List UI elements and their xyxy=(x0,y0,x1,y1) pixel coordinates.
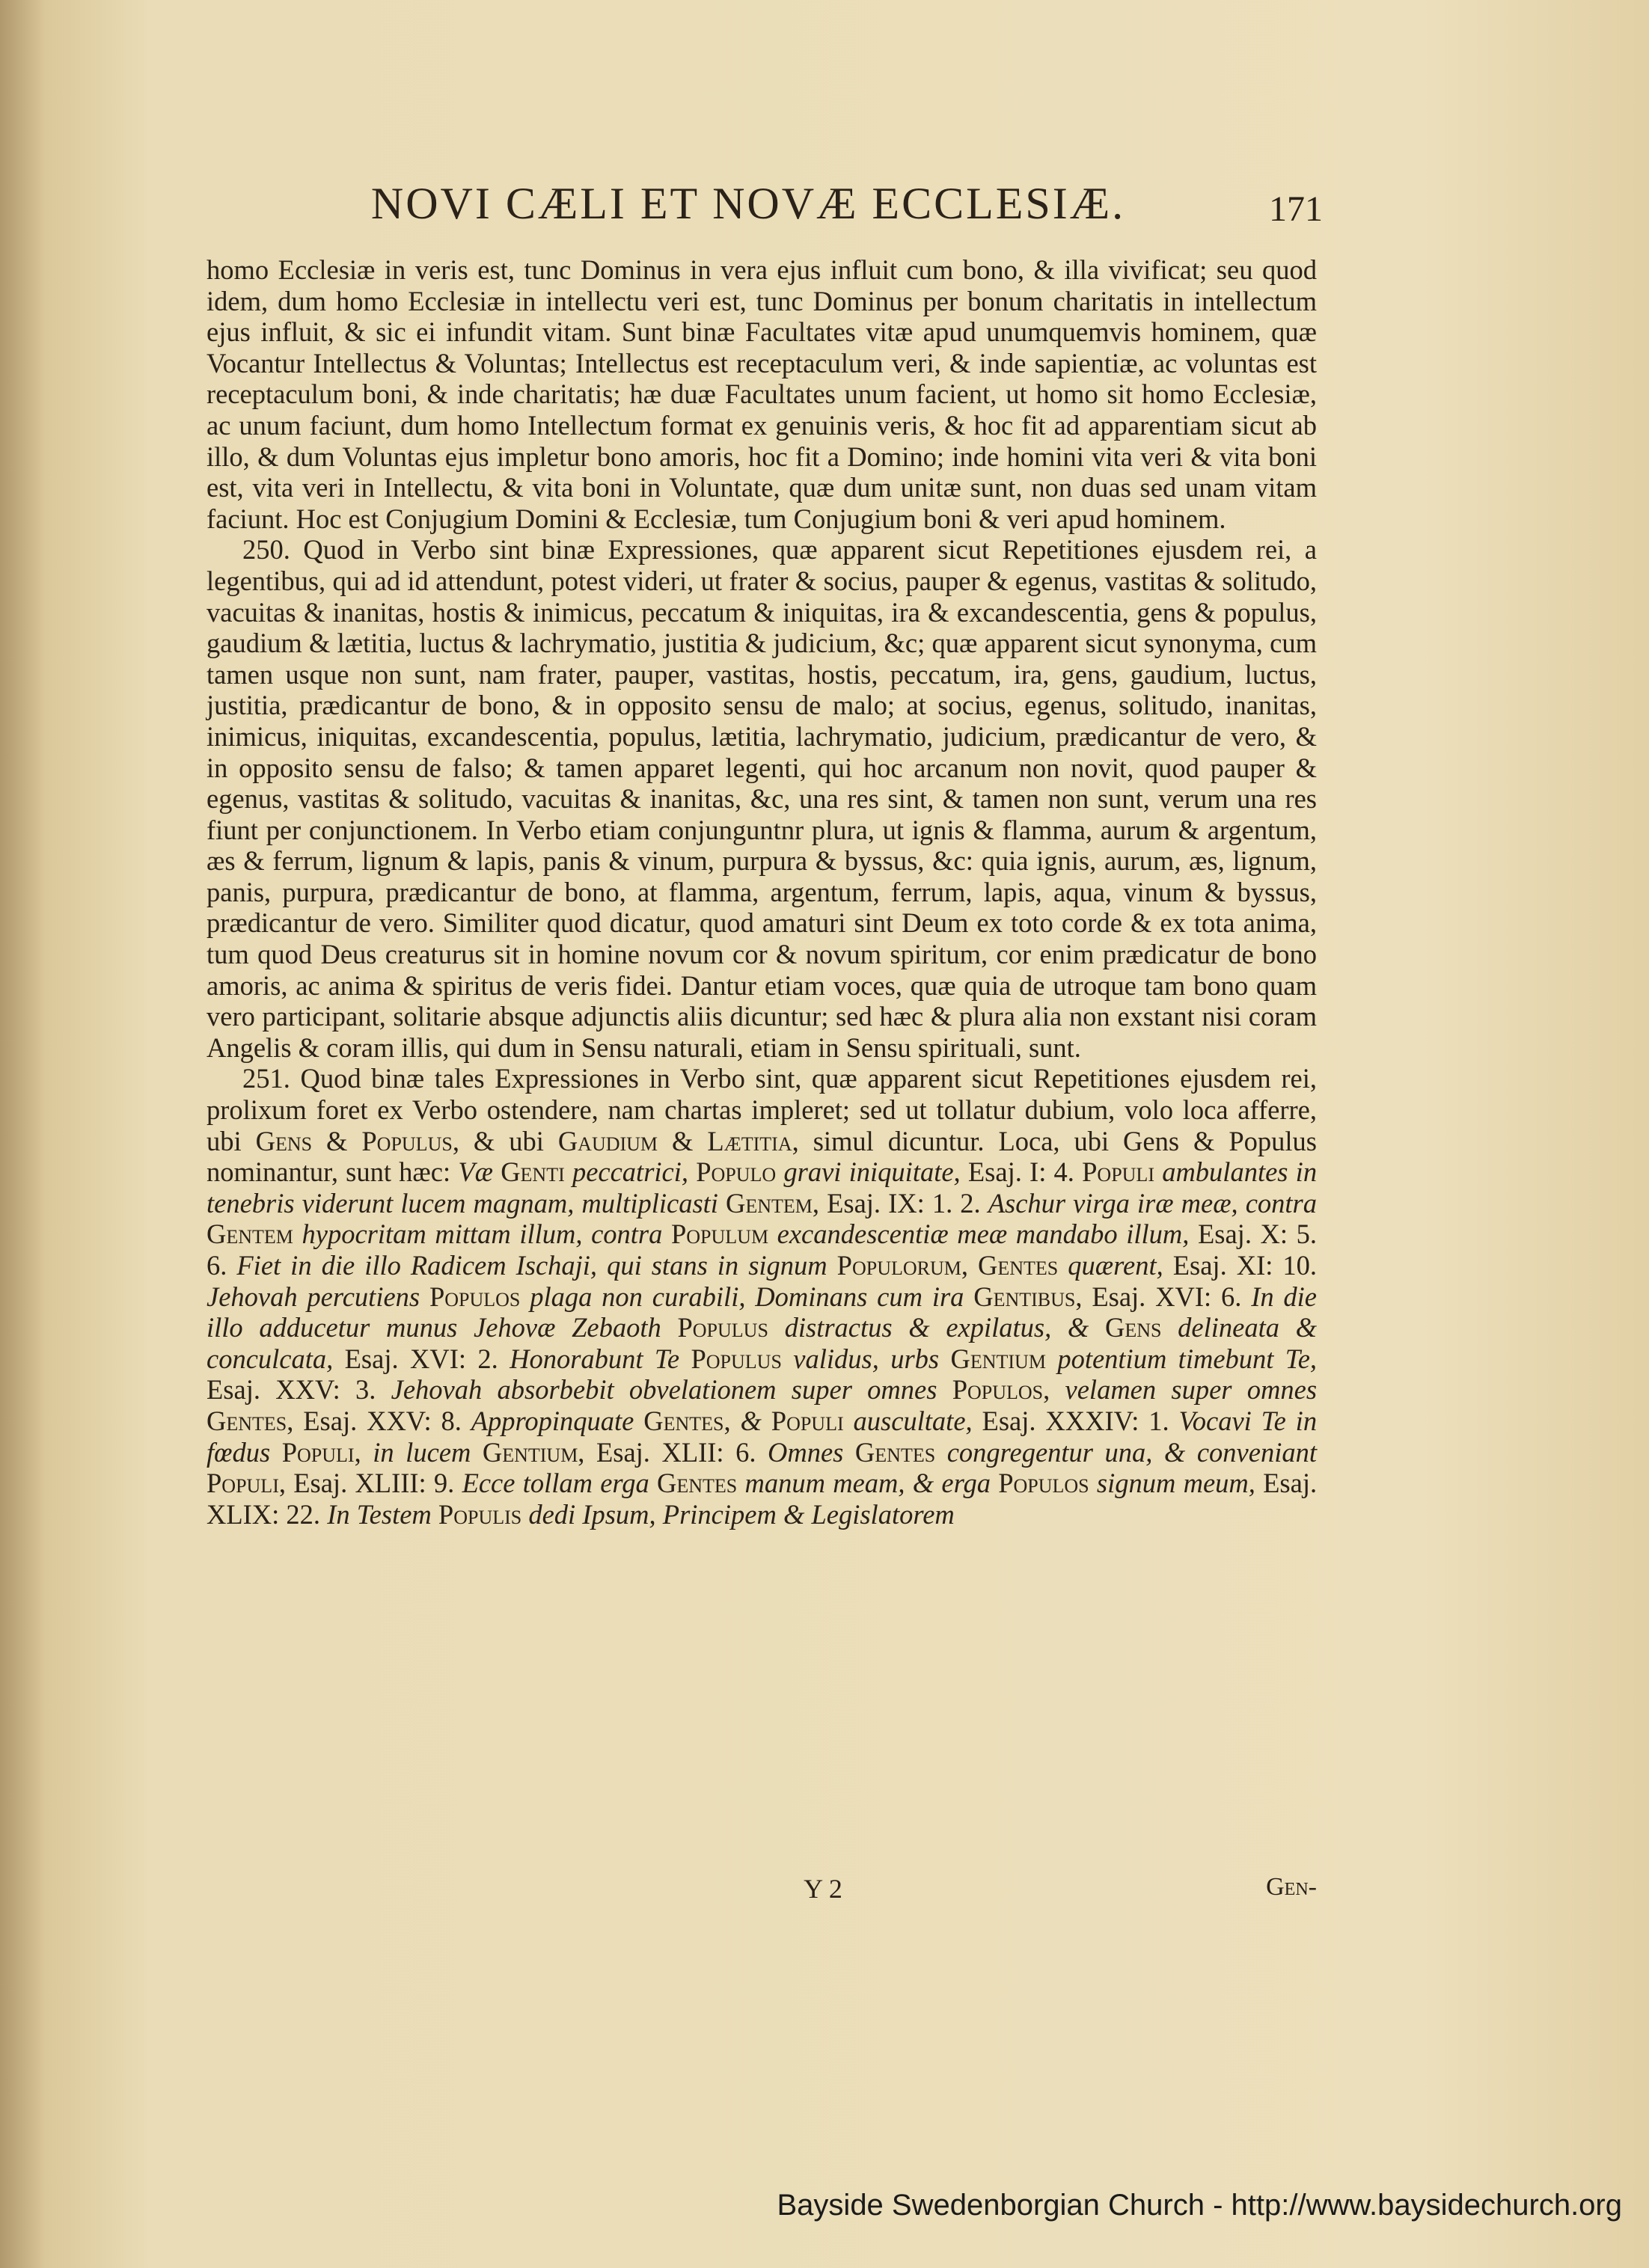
term: Gentem xyxy=(206,1219,293,1250)
scripture-reference: Esaj. I: 4. xyxy=(967,1156,1074,1188)
quote: Ecce tollam erga xyxy=(462,1468,649,1499)
quote: Honorabunt Te xyxy=(510,1343,680,1374)
term: Populum xyxy=(670,1219,769,1250)
term-populus: Populus xyxy=(361,1125,453,1156)
term: Populos xyxy=(429,1281,521,1312)
scripture-reference: Esaj. X: 5. 6. xyxy=(206,1219,1318,1281)
term-gaudium: Gaudium xyxy=(557,1125,658,1156)
term: Gentes xyxy=(978,1250,1059,1281)
term: Gentium, xyxy=(482,1436,585,1468)
scripture-reference: Esaj. XXXIV: 1. xyxy=(982,1405,1169,1436)
quote: Omnes xyxy=(768,1436,844,1468)
term: Gentem, xyxy=(726,1187,820,1219)
scripture-reference: Esaj. XLII: 6. xyxy=(596,1436,756,1468)
quote: in lucem xyxy=(373,1436,471,1468)
term: Populi xyxy=(771,1405,844,1436)
signature-mark: Y 2 xyxy=(804,1874,842,1904)
body-text xyxy=(206,254,1317,1530)
term: Gentes, xyxy=(206,1405,294,1436)
page-number: 171 xyxy=(1269,189,1323,229)
term-laetitia: Lætitia xyxy=(707,1125,792,1156)
quote: Jehovah absorbebit obvelationem super omnes xyxy=(391,1374,937,1406)
term: Gentibus, xyxy=(973,1281,1083,1312)
term: Gentes xyxy=(657,1468,738,1499)
quote: gravi iniquitate, xyxy=(783,1156,961,1188)
scripture-reference: Esaj. XLIX: 22. xyxy=(206,1468,1318,1530)
term: Populorum, xyxy=(836,1250,969,1281)
catchword: Gen- xyxy=(1266,1873,1317,1901)
quote: delineata & conculcata, xyxy=(206,1312,1318,1374)
quote: signum meum, xyxy=(1096,1468,1255,1499)
scripture-reference: Esaj. XXV: 3. xyxy=(206,1374,376,1406)
running-title: NOVI CÆLI ET NOVÆ ECCLESIÆ. xyxy=(370,179,1126,228)
term: Populo xyxy=(696,1156,777,1188)
quote: potentium timebunt Te, xyxy=(1057,1343,1318,1374)
quote: Aschur virga iræ meæ, contra xyxy=(988,1187,1318,1219)
quote: Fiet in die illo Radicem Ischaji, qui stans in signum xyxy=(236,1250,827,1281)
scripture-reference: Esaj. XXV: 8. xyxy=(303,1405,462,1436)
term: Populi xyxy=(1082,1156,1154,1188)
scripture-reference: Esaj. XI: 10. xyxy=(1172,1250,1318,1281)
term: Gens xyxy=(1104,1312,1162,1343)
quote: excandescentiæ meæ mandabo illum, xyxy=(777,1219,1190,1250)
quote: peccatrici, xyxy=(572,1156,689,1188)
quote: Væ xyxy=(458,1156,493,1188)
term: Populi, xyxy=(281,1436,361,1468)
quote: velamen super omnes xyxy=(1065,1374,1318,1406)
quote: Jehovah percutiens xyxy=(206,1281,420,1312)
term: Populis xyxy=(438,1498,522,1530)
quote: Appropinquate xyxy=(471,1405,634,1436)
p251-mid: , simul dicuntur. Loca, ubi Gens & Populus nominantur, sunt hæc: xyxy=(206,1125,1317,1188)
term: Populos, xyxy=(952,1374,1050,1406)
quote: congregentur una, & conveniant xyxy=(946,1436,1317,1468)
term: Populus xyxy=(677,1312,768,1343)
quote: ambulantes in tenebris viderunt lucem magnam, multiplicasti xyxy=(206,1156,1318,1219)
term: Populi, xyxy=(206,1468,286,1499)
quote: & xyxy=(740,1405,762,1436)
quote: hypocritam mittam illum, contra xyxy=(302,1219,663,1250)
paragraph-251: 251. Quod binæ tales Expressiones in Verbo sint, quæ apparent sicut Repetitiones ejusdem rei, prolixum foret ex Verbo ostendere, nam chartas impleret; sed ut tollatur dubium, volo loca afferre, ubi Gens & Populus, & ubi Gaudium & Lætitia, simul dicuntur. Loca, ubi Gens & Populus nominantur, sunt hæc: Væ Genti peccatrici, Populo gravi iniquitate, Esaj. I: 4. Populi ambulantes in tenebris viderunt lucem magnam, multiplicasti Gentem, Esaj. IX: 1. 2. Aschur virga iræ meæ, contra Gentem hypocritam mittam illum, contra Populum excandescentiæ meæ mandabo illum, Esaj. X: 5. 6. Fiet in die illo Radicem Ischaji, qui stans in signum Populorum, Gentes quærent, Esaj. XI: 10. Jehovah percutiens Populos plaga non curabili, Dominans cum ira Gentibus, Esaj. XVI: 6. In die illo adducetur munus Jehovæ Zebaoth Populus distractus & expilatus, & Gens delineata & conculcata, Esaj. XVI: 2. Honorabunt Te Populus validus, urbs Gentium potentium timebunt Te, Esaj. XXV: 3. Jehovah absorbebit obvelationem super omnes Populos, velamen super omnes Gentes, Esaj. XXV: 8. Appropinquate Gentes, & Populi auscultate, Esaj. XXXIV: 1. Vocavi Te in fœdus Populi, in lucem Gentium, Esaj. XLII: 6. Omnes Gentes congregentur una, & conveniant Populi, Esaj. XLIII: 9. Ecce tollam erga Gentes manum meam, & erga Populos signum meum, Esaj. XLIX: 22. In Testem Populis dedi Ipsum, Principem & Legislatorem xyxy=(206,1063,1318,1530)
quote: validus, urbs xyxy=(793,1343,940,1374)
scripture-reference: Esaj. XVI: 2. xyxy=(344,1343,498,1374)
term: Gentium xyxy=(950,1343,1046,1374)
term: Genti xyxy=(501,1156,565,1188)
source-credit: Bayside Swedenborgian Church - http://www.baysidechurch.org xyxy=(777,2189,1622,2222)
paragraph-250: 250. Quod in Verbo sint binæ Expressiones, quæ apparent sicut Repetitiones ejusdem rei, a legentibus, qui ad id attendunt, potest videri, ut frater & socius, pauper & egenus, vastitas & solitudo, vacuitas & inanitas, hostis & inimicus, peccatum & iniquitas, ira & excandescentia, gens & populus, gaudium & lætitia, luctus & lachrymatio, justitia & judicium, &c; quæ apparent sicut synonyma, cum tamen usque non sunt, nam frater, pauper, vastitas, hostis, peccatum, ira, gens, gaudium, luctus, justitia, prædicantur de bono, & in opposito sensu de malo; at socius, egenus, solitudo, inanitas, inimicus, iniquitas, excandescentia, populus, lætitia, lachrymatio, judicium, prædicantur de vero, & in opposito sensu de falso; & tamen apparet legenti, qui hoc arcanum non novit, quod pauper & egenus, vastitas & solitudo, vacuitas & inanitas, &c, una res sint, & tamen non sunt, verum una res fiunt per conjunctionem. In Verbo etiam conjunguntnr plura, ut ignis & flamma, aurum & argentum, æs & ferrum, lignum & lapis, panis & vinum, purpura & byssus, &c: quia ignis, aurum, æs, lignum, panis, purpura, prædicantur de bono, at flamma, argentum, ferrum, lapis, aqua, vinum & byssus, prædicantur de vero. Similiter quod dicatur, quod amaturi sint Deum ex toto corde & ex tota anima, tum quod Deus creaturus sit in homine novum cor & novum spiritum, cor enim prædicatur de bono amoris, ac anima & spiritus de veris fidei. Dantur etiam voces, quæ quia de utroque tam bono quam vero participant, solitarie absque adjunctis aliis dicuntur; sed hæc & plura alia non exstant nisi coram Angelis & coram illis, qui dum in Sensu naturali, etiam in Sensu spirituali, sunt. xyxy=(206,534,1317,1063)
term: Populos xyxy=(998,1468,1089,1499)
p251-intro: 251. Quod binæ tales Expressiones in Verbo sint, quæ apparent sicut Repetitiones ejusdem rei, prolixum foret ex Verbo ostendere, nam chartas impleret; sed ut tollatur dubium, volo loca afferre, ubi xyxy=(206,1063,1317,1156)
scripture-reference: Esaj. XLIII: 9. xyxy=(293,1468,455,1499)
quote: distractus & expilatus, & xyxy=(784,1312,1089,1343)
quote: auscultate, xyxy=(853,1405,973,1436)
scripture-reference: Esaj. XVI: 6. xyxy=(1092,1281,1242,1312)
quote: manum meam, & erga xyxy=(744,1468,991,1499)
term: Gentes xyxy=(854,1436,936,1468)
page-gutter-shadow xyxy=(0,0,45,2268)
quote: In Testem xyxy=(327,1498,432,1530)
paragraph-continuation: homo Ecclesiæ in veris est, tunc Dominus in vera ejus influit cum bono, & illa vivificat; seu quod idem, dum homo Ecclesiæ in intellectu veri est, tunc Dominus per bonum charitatis in intellectum ejus influit, & sic ei infundit vitam. Sunt binæ Facultates vitæ apud unumquemvis hominem, quæ Vocantur Intellectus & Voluntas; Intellectus est receptaculum veri, & inde sapientiæ, ac voluntas est receptaculum boni, & inde charitatis; hæ duæ Facultates unum facient, ut homo sit homo Ecclesiæ, ac unum faciunt, dum homo Intellectum format ex genuinis veris, & hoc fit ad apparentiam sicut ab illo, & dum Voluntas ejus impletur bono amoris, hoc fit a Domino; inde homini vita veri & vita boni est, vita veri in Intellectu, & vita boni in Voluntate, quæ dum unitæ sunt, non duas sed unam vitam faciunt. Hoc est Conjugium Domini & Ecclesiæ, tum Conjugium boni & veri apud hominem. xyxy=(206,254,1317,534)
quote: Vocavi Te in fœdus xyxy=(206,1405,1318,1468)
term-gens: Gens xyxy=(255,1125,313,1156)
quote: plaga non curabili, Dominans cum ira xyxy=(530,1281,964,1312)
scripture-reference: Esaj. IX: 1. 2. xyxy=(827,1187,981,1219)
term: Populus xyxy=(691,1343,782,1374)
quote: In die illo adducetur munus Jehovæ Zebaoth xyxy=(206,1281,1318,1343)
quote: quærent, xyxy=(1068,1250,1163,1281)
term: Gentes, xyxy=(643,1405,731,1436)
quote: dedi Ipsum, Principem & Legislatorem xyxy=(528,1498,955,1530)
